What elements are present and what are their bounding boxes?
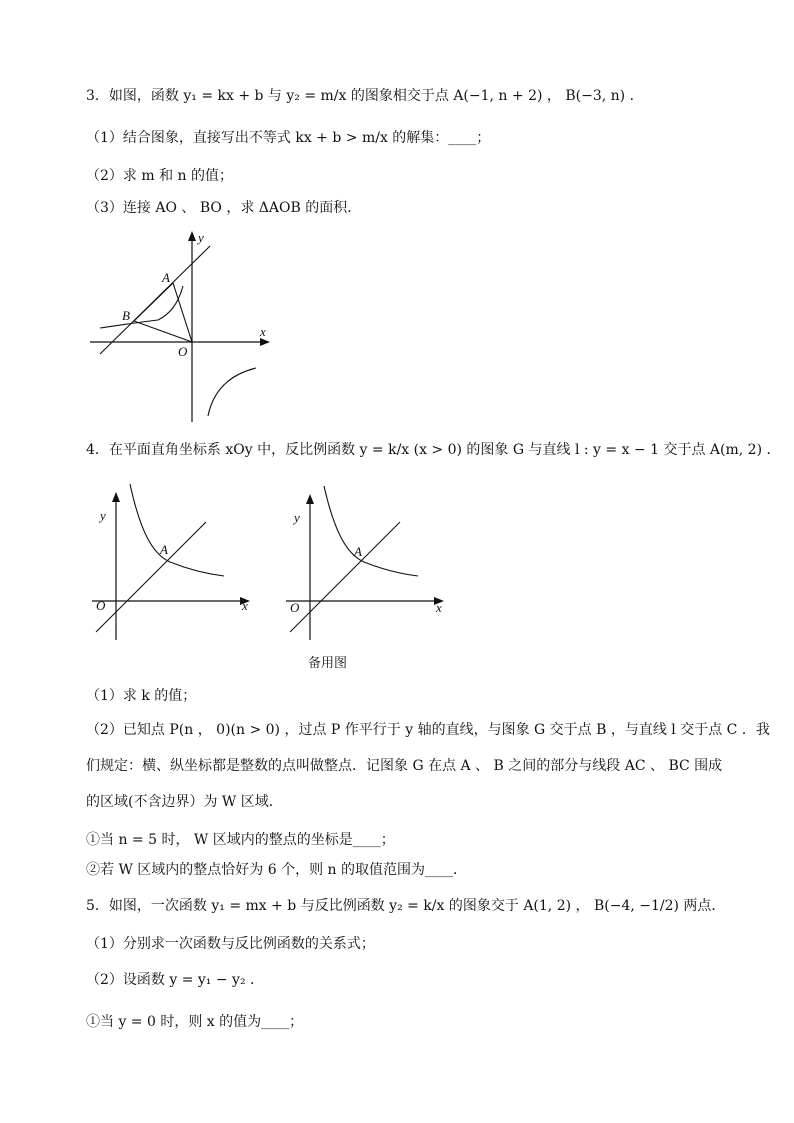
q4a-label-y: y bbox=[100, 508, 106, 523]
q3-stem: 3．如图，函数 y₁ = kx + b 与 y₂ = m/x 的图象相交于点 A(−1, n + 2) ， B(−3, n) ． bbox=[86, 88, 644, 104]
q3-part2: （2）求 m 和 n 的值； bbox=[86, 168, 233, 184]
q4-stem: 4．在平面直角坐标系 xOy 中，反比例函数 y = k/x (x > 0) 的图象 G 与直线 l : y = x − 1 交于点 A(m, 2) ． bbox=[86, 442, 781, 458]
q4-sub1: ①当 n = 5 时， W 区域内的整点的坐标是____； bbox=[86, 832, 395, 848]
q3-hyperbola-left bbox=[100, 286, 183, 328]
q5-part2: （2）设函数 y = y₁ − y₂ ． bbox=[86, 972, 265, 988]
q4-figure-main bbox=[90, 480, 260, 642]
q4-part1: （1）求 k 的值； bbox=[86, 688, 197, 704]
q4a-line-l bbox=[96, 522, 206, 632]
q4b-label-x: x bbox=[436, 600, 442, 615]
q3-segment-bo bbox=[134, 321, 192, 342]
q4b-y-arrow bbox=[306, 494, 314, 504]
q3-label-y: y bbox=[198, 230, 204, 245]
q3-figure bbox=[88, 226, 278, 422]
q3-segment-ab bbox=[134, 283, 173, 321]
q3-label-x: x bbox=[260, 324, 266, 339]
q4-part2-line1: （2）已知点 P(n ， 0)(n > 0) ，过点 P 作平行于 y 轴的直线，与图象 G 交于点 B ，与直线 l 交于点 C ．我 bbox=[86, 722, 770, 738]
q3-label-b: B bbox=[122, 308, 130, 323]
q4b-line-l bbox=[290, 522, 400, 632]
q4a-y-arrow bbox=[112, 492, 120, 502]
q5-part1: （1）分别求一次函数与反比例函数的关系式； bbox=[86, 936, 375, 952]
q3-part1: （1）结合图象，直接写出不等式 kx + b > m/x 的解集：____； bbox=[86, 130, 491, 146]
q4-figure-backup bbox=[284, 484, 454, 646]
q3-segment-ao bbox=[173, 283, 192, 342]
q4a-hyperbola bbox=[130, 484, 224, 576]
q4b-label-y: y bbox=[294, 510, 300, 525]
q5-stem: 5．如图，一次函数 y₁ = mx + b 与反比例函数 y₂ = k/x 的图象交于 A(1, 2) ， B(−4, −1/2) 两点． bbox=[86, 898, 726, 914]
q3-hyperbola-right bbox=[208, 368, 256, 416]
q4-sub2: ②若 W 区域内的整点恰好为 6 个，则 n 的取值范围为____． bbox=[86, 862, 468, 878]
q5-sub1: ①当 y = 0 时，则 x 的值为____； bbox=[86, 1014, 304, 1030]
q4-part2-line3: 的区域(不含边界）为 W 区域． bbox=[86, 794, 283, 810]
q3-part3: （3）连接 AO 、 BO ，求 ΔAOB 的面积． bbox=[86, 200, 362, 216]
q3-label-a: A bbox=[162, 270, 170, 285]
q4a-label-a: A bbox=[160, 542, 168, 557]
q3-x-arrow bbox=[260, 338, 270, 346]
q4b-hyperbola bbox=[324, 486, 418, 576]
q4a-label-o: O bbox=[96, 598, 106, 613]
q4-backup-caption: 备用图 bbox=[308, 656, 348, 671]
q3-y-arrow bbox=[188, 231, 196, 241]
q4a-label-x: x bbox=[242, 598, 248, 613]
q3-label-o: O bbox=[178, 344, 188, 359]
q4b-label-a: A bbox=[354, 544, 362, 559]
q4-part2-line2: 们规定：横、纵坐标都是整数的点叫做整点．记图象 G 在点 A 、 B 之间的部分与线段 AC 、 BC 围成 bbox=[86, 758, 723, 774]
q4b-label-o: O bbox=[290, 600, 300, 615]
